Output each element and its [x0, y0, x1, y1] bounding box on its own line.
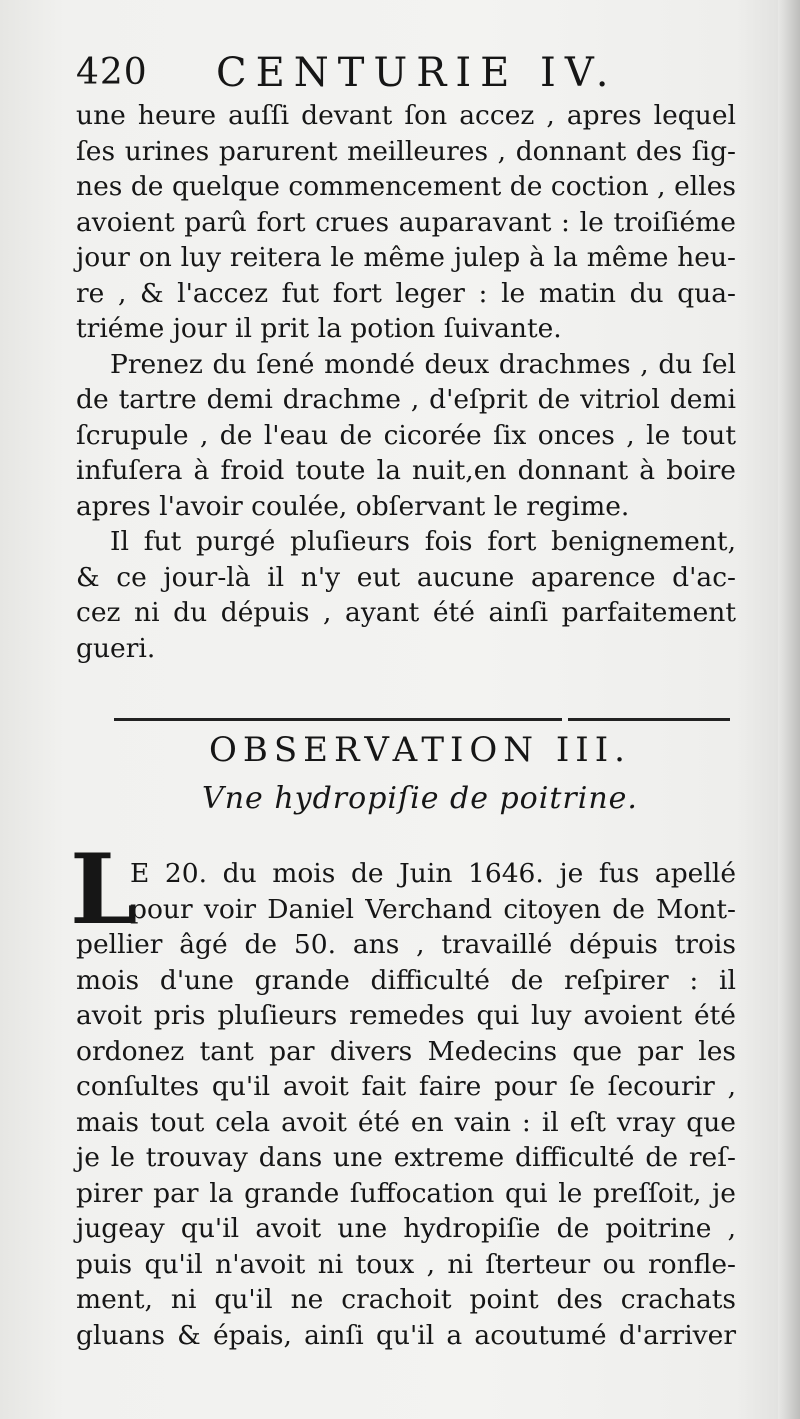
text-line: mais tout cela avoit été en vain : il eſt vray que [76, 1106, 736, 1138]
text-line: ordonez tant par divers Medecins que par les [76, 1035, 736, 1067]
page-header [76, 48, 756, 98]
drop-cap: L [70, 833, 138, 946]
text-line: E 20. du mois de Juin 1646. je fus apellé [130, 858, 736, 889]
text-line: gluans & épais, ainſi qu'il a acoutumé d'arriver [76, 1319, 736, 1351]
text-line: Il fut purgé pluſieurs fois fort benignement, [110, 526, 736, 557]
text-line: cez ni du dépuis , ayant été ainſi parfaitement [76, 597, 736, 628]
text-line: Prenez du ſené mondé deux drachmes , du ſel [110, 348, 736, 380]
text-line: apres l'avoir coulée, obſervant le regime. [76, 490, 630, 522]
text-line: conſultes qu'il avoit fait faire pour ſe ſecourir , [76, 1071, 736, 1102]
text-line: triéme jour il prit la potion ſuivante. [76, 313, 562, 344]
text-line: puis qu'il n'avoit ni toux , ni ſterteur ou ronfle- [76, 1248, 736, 1280]
text-line: nes de quelque commencement de coction , elles [76, 171, 736, 202]
text-line: pellier âgé de 50. ans , travaillé dépuis trois [76, 929, 736, 960]
section-rule [114, 718, 562, 721]
text-line: ſcrupule , de l'eau de cicorée ſix onces , le tout [76, 419, 736, 451]
text-line: pirer par la grande ſuffocation qui le preſſoit, je [76, 1177, 736, 1209]
text-line: ment, ni qu'il ne crachoit point des crachats [76, 1284, 736, 1315]
text-line: pour voir Daniel Verchand citoyen de Mont- [130, 893, 736, 925]
running-title: CENTURIE IV. [216, 50, 618, 96]
section-subtitle: Vne hydropiſie de poitrine. [202, 781, 638, 816]
section-rule [568, 718, 730, 721]
text-line: jour on luy reitera le même julep à la même heu- [76, 242, 736, 273]
observation-lead [130, 856, 736, 927]
text-line: ſes urines parurent meilleures , donnant des ſig- [76, 135, 736, 167]
text-line: re , & l'accez fut fort leger : le matin du qua- [76, 277, 736, 309]
text-line: je le trouvay dans une extreme difficulté de reſ- [76, 1142, 736, 1173]
text-line: infuſera à froid toute la nuit,en donnant à boire [76, 455, 736, 486]
section-heading: OBSERVATION III. [209, 730, 631, 770]
text-line: & ce jour-là il n'y eut aucune aparence d'ac- [76, 561, 736, 593]
page-number: 420 [76, 52, 148, 93]
body-text-top [76, 98, 736, 666]
text-line: avoient parû fort crues auparavant : le troiſiéme [76, 206, 736, 238]
text-line: mois d'une grande difficulté de reſpirer : il [76, 964, 736, 996]
text-line: une heure auſſi devant ſon accez , apres lequel [76, 100, 736, 131]
observation-body [76, 927, 736, 1353]
text-line: avoit pris pluſieurs remedes qui luy avoient été [76, 1000, 736, 1031]
text-line: de tartre demi drachme , d'eſprit de vitriol demi [76, 384, 736, 415]
text-line: gueri. [76, 632, 156, 664]
page-edge-shadow [778, 0, 800, 1419]
text-line: jugeay qu'il avoit une hydropiſie de poitrine , [76, 1213, 736, 1244]
